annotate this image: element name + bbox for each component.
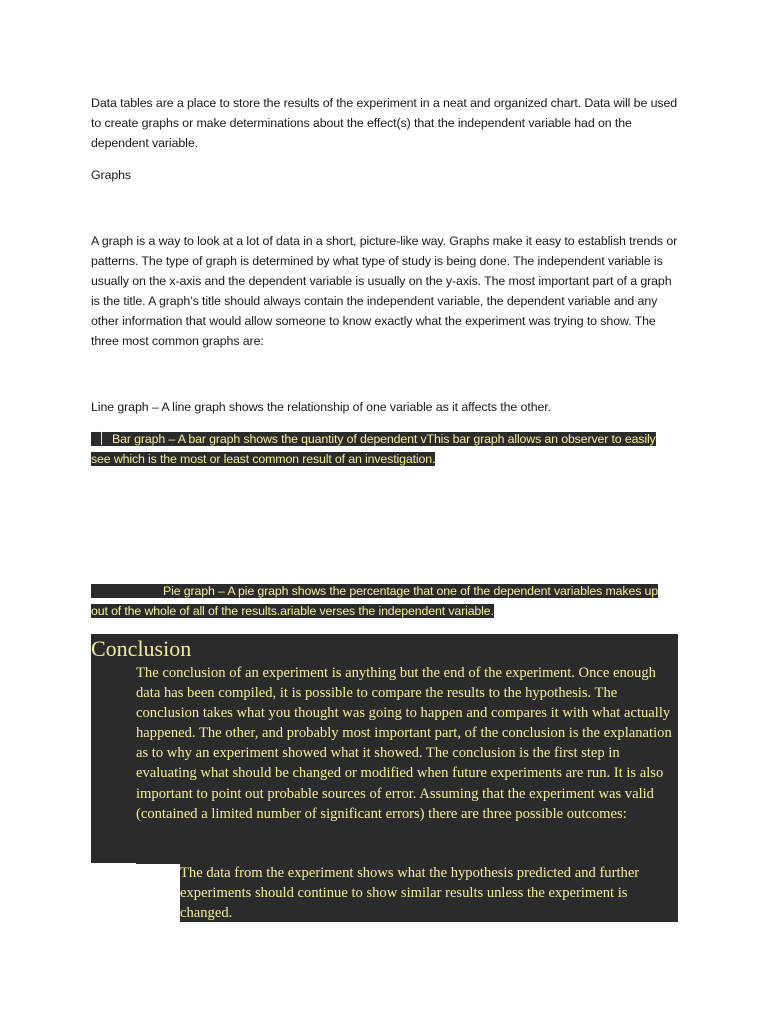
graphs-heading: Graphs	[91, 168, 132, 182]
data-tables-paragraph: Data tables are a place to store the results of the experiment in a neat and organized chart. Data will be used to create graphs or make determinations about the effect(s) that the independent variable had on the dependent variable.	[91, 96, 678, 150]
conclusion-indent-fill	[91, 662, 136, 863]
pie-graph-text: Pie graph – A pie graph shows the percentage that one of the dependent variables makes up out of the whole of all of the results.ariable verses the independent variable.	[91, 584, 659, 618]
conclusion-body: The conclusion of an experiment is anything but the end of the experiment. Once enough data has been compiled, it is possible to compare the results to the hypothesis. The conclusion takes what you thought was going to happen and compares it with what actually happened. The other, and probably most important part, of the conclusion is the explanation as to why an experiment showed what it showed. The conclusion is the first step in evaluating what should be changed or modified when future experiments are run. It is also important to point out probable sources of error. Assuming that the experiment was valid (contained a limited number of significant errors) there are three possible outcomes:	[136, 662, 678, 864]
bar-graph-paragraph	[91, 429, 671, 469]
conclusion-heading: Conclusion	[91, 634, 678, 664]
bar-graph-text: Bar graph – A bar graph shows the quantity of dependent vThis bar graph allows an observer to easily see which is the most or least common result of an investigation.	[91, 432, 656, 466]
pie-graph-highlight	[91, 584, 658, 618]
pie-graph-paragraph	[91, 581, 671, 621]
graph-intro-paragraph: A graph is a way to look at a lot of data in a short, picture-like way. Graphs make it easy to establish trends or patterns. The type of graph is determined by what type of study is being done. The independent variable is usually on the x-axis and the dependent variable is usually on the y-axis. The most important part of a graph is the title. A graph’s title should always contain the independent variable, the dependent variable and any other information that would allow someone to know exactly what the experiment was trying to show. The three most common graphs are:	[91, 234, 678, 348]
conclusion-outcome-1: The data from the experiment shows what the hypothesis predicted and further experiments should continue to show similar results unless the experiment is changed.	[180, 863, 678, 922]
bar-graph-highlight	[91, 432, 656, 466]
bar-marker-icon	[91, 431, 102, 445]
line-graph-paragraph: Line graph – A line graph shows the relationship of one variable as it affects the other.	[91, 400, 551, 414]
